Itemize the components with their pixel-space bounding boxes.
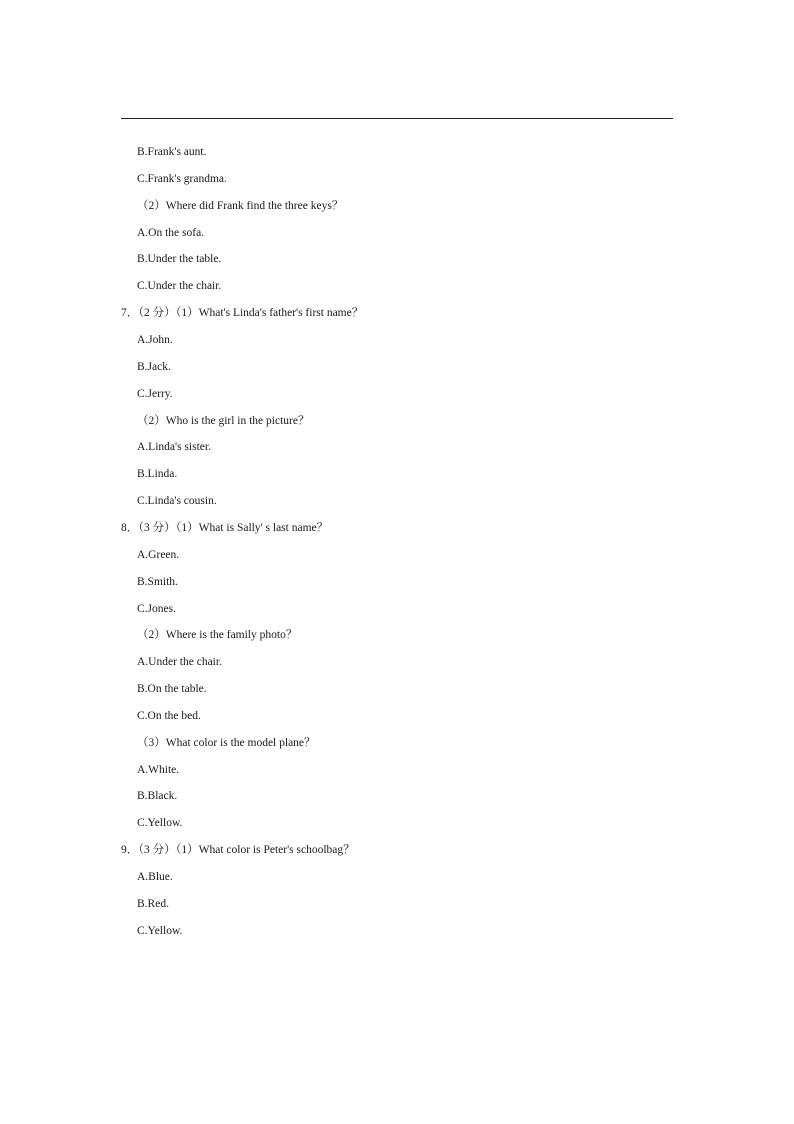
answer-option: C.Jerry.	[137, 387, 173, 400]
sub-question: （2）Who is the girl in the picture？	[137, 414, 310, 427]
answer-option: A.Linda's sister.	[137, 441, 211, 454]
answer-option: B.Jack.	[137, 360, 171, 373]
answer-option: A.White.	[137, 763, 180, 776]
answer-option: C.Under the chair.	[137, 280, 222, 293]
answer-option: B.Black.	[137, 790, 178, 803]
answer-option: B.Frank's aunt.	[137, 146, 207, 158]
answer-option: A.Under the chair.	[137, 656, 222, 669]
answer-option: A.Blue.	[137, 871, 173, 883]
answer-option: C.Frank's grandma.	[137, 172, 227, 185]
answer-option: C.Jones.	[137, 602, 176, 615]
answer-option: A.On the sofa.	[137, 226, 205, 239]
question-stem: 9．（3 分）（1）What color is Peter's schoolbag？	[121, 844, 355, 857]
sub-question: （2）Where is the family photo？	[137, 629, 298, 642]
answer-option: C.Yellow.	[137, 817, 183, 830]
answer-option: B.Under the table.	[137, 253, 222, 266]
answer-option: C.On the bed.	[137, 709, 201, 722]
answer-option: B.On the table.	[137, 683, 207, 695]
answer-option: B.Smith.	[137, 575, 178, 588]
sub-question: （3）What color is the model plane？	[137, 736, 316, 749]
answer-option: B.Linda.	[137, 468, 178, 481]
question-stem: 7．（2 分）（1）What's Linda's father's first name？	[121, 307, 364, 320]
answer-option: A.Green.	[137, 548, 180, 561]
sub-question: （2）Where did Frank find the three keys？	[137, 199, 344, 212]
answer-option: C.Linda's cousin.	[137, 495, 217, 508]
answer-option: B.Red.	[137, 897, 169, 910]
answer-option: A.John.	[137, 334, 173, 346]
question-stem: 8．（3 分）（1）What is Sally' s last name？	[121, 521, 329, 534]
answer-option: C.Yellow.	[137, 924, 183, 937]
header-rule	[121, 118, 673, 119]
